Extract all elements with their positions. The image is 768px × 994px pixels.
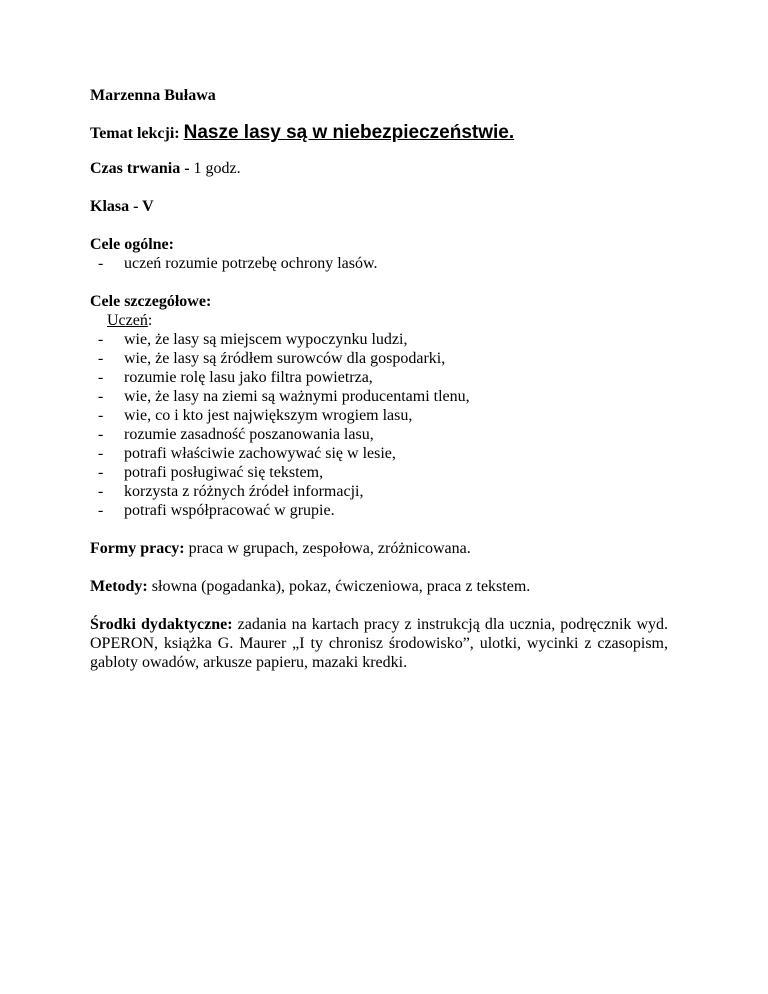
methods-row	[90, 577, 668, 596]
work-forms-label: Formy pracy:	[90, 540, 185, 557]
document-page	[90, 86, 668, 672]
topic-label: Temat lekcji:	[90, 125, 180, 142]
list-item: - wie, że lasy na ziemi są ważnymi producentami tlenu,	[98, 388, 470, 405]
list-item: - potrafi właściwie zachowywać się w lesie,	[98, 445, 396, 462]
duration-label: Czas trwania -	[90, 160, 190, 177]
list-item: - uczeń rozumie potrzebę ochrony lasów.	[98, 255, 378, 272]
subject-row: Uczeń:	[107, 312, 153, 329]
duration-value: 1 godz.	[193, 160, 241, 177]
list-item: - wie, co i kto jest największym wrogiem lasu,	[98, 407, 413, 424]
list-item: - wie, że lasy są źródłem surowców dla gospodarki,	[98, 350, 446, 367]
general-goals-label: Cele ogólne:	[90, 236, 174, 253]
work-forms-row	[90, 539, 668, 558]
list-item: - wie, że lasy są miejscem wypoczynku ludzi,	[98, 331, 408, 348]
teaching-aids-value: zadania na kartach pracy z instrukcją dla ucznia, podręcznik wyd. OPERON, książka G. Maurer „I ty chronisz środowisko”, ulotki, wycinki z czasopism, gabloty owadów, arkusze papieru, mazaki kredki.	[90, 616, 669, 671]
author-name: Marzenna Buława	[90, 87, 216, 104]
teaching-aids-row	[90, 615, 668, 672]
methods-label: Metody:	[90, 578, 148, 595]
class-label: Klasa - V	[90, 198, 154, 215]
work-forms-value: praca w grupach, zespołowa, zróżnicowana.	[188, 540, 471, 557]
list-item: - korzysta z różnych źródeł informacji,	[98, 483, 364, 500]
specific-goals-label: Cele szczegółowe:	[90, 293, 212, 310]
specific-goals-list	[90, 330, 668, 520]
teaching-aids-label: Środki dydaktyczne:	[90, 616, 233, 633]
methods-value: słowna (pogadanka), pokaz, ćwiczeniowa, praca z tekstem.	[151, 578, 531, 595]
list-item: - rozumie zasadność poszanowania lasu,	[98, 426, 374, 443]
list-item: - potrafi posługiwać się tekstem,	[98, 464, 324, 481]
topic-row	[90, 123, 668, 143]
duration-row	[90, 159, 668, 178]
list-item: - potrafi współpracować w grupie.	[98, 502, 335, 519]
topic-title: Nasze lasy są w niebezpieczeństwie.	[183, 122, 515, 143]
subject-label: Uczeń	[107, 312, 148, 329]
list-item: - rozumie rolę lasu jako filtra powietrza,	[98, 369, 373, 386]
general-goals-list	[90, 254, 668, 273]
